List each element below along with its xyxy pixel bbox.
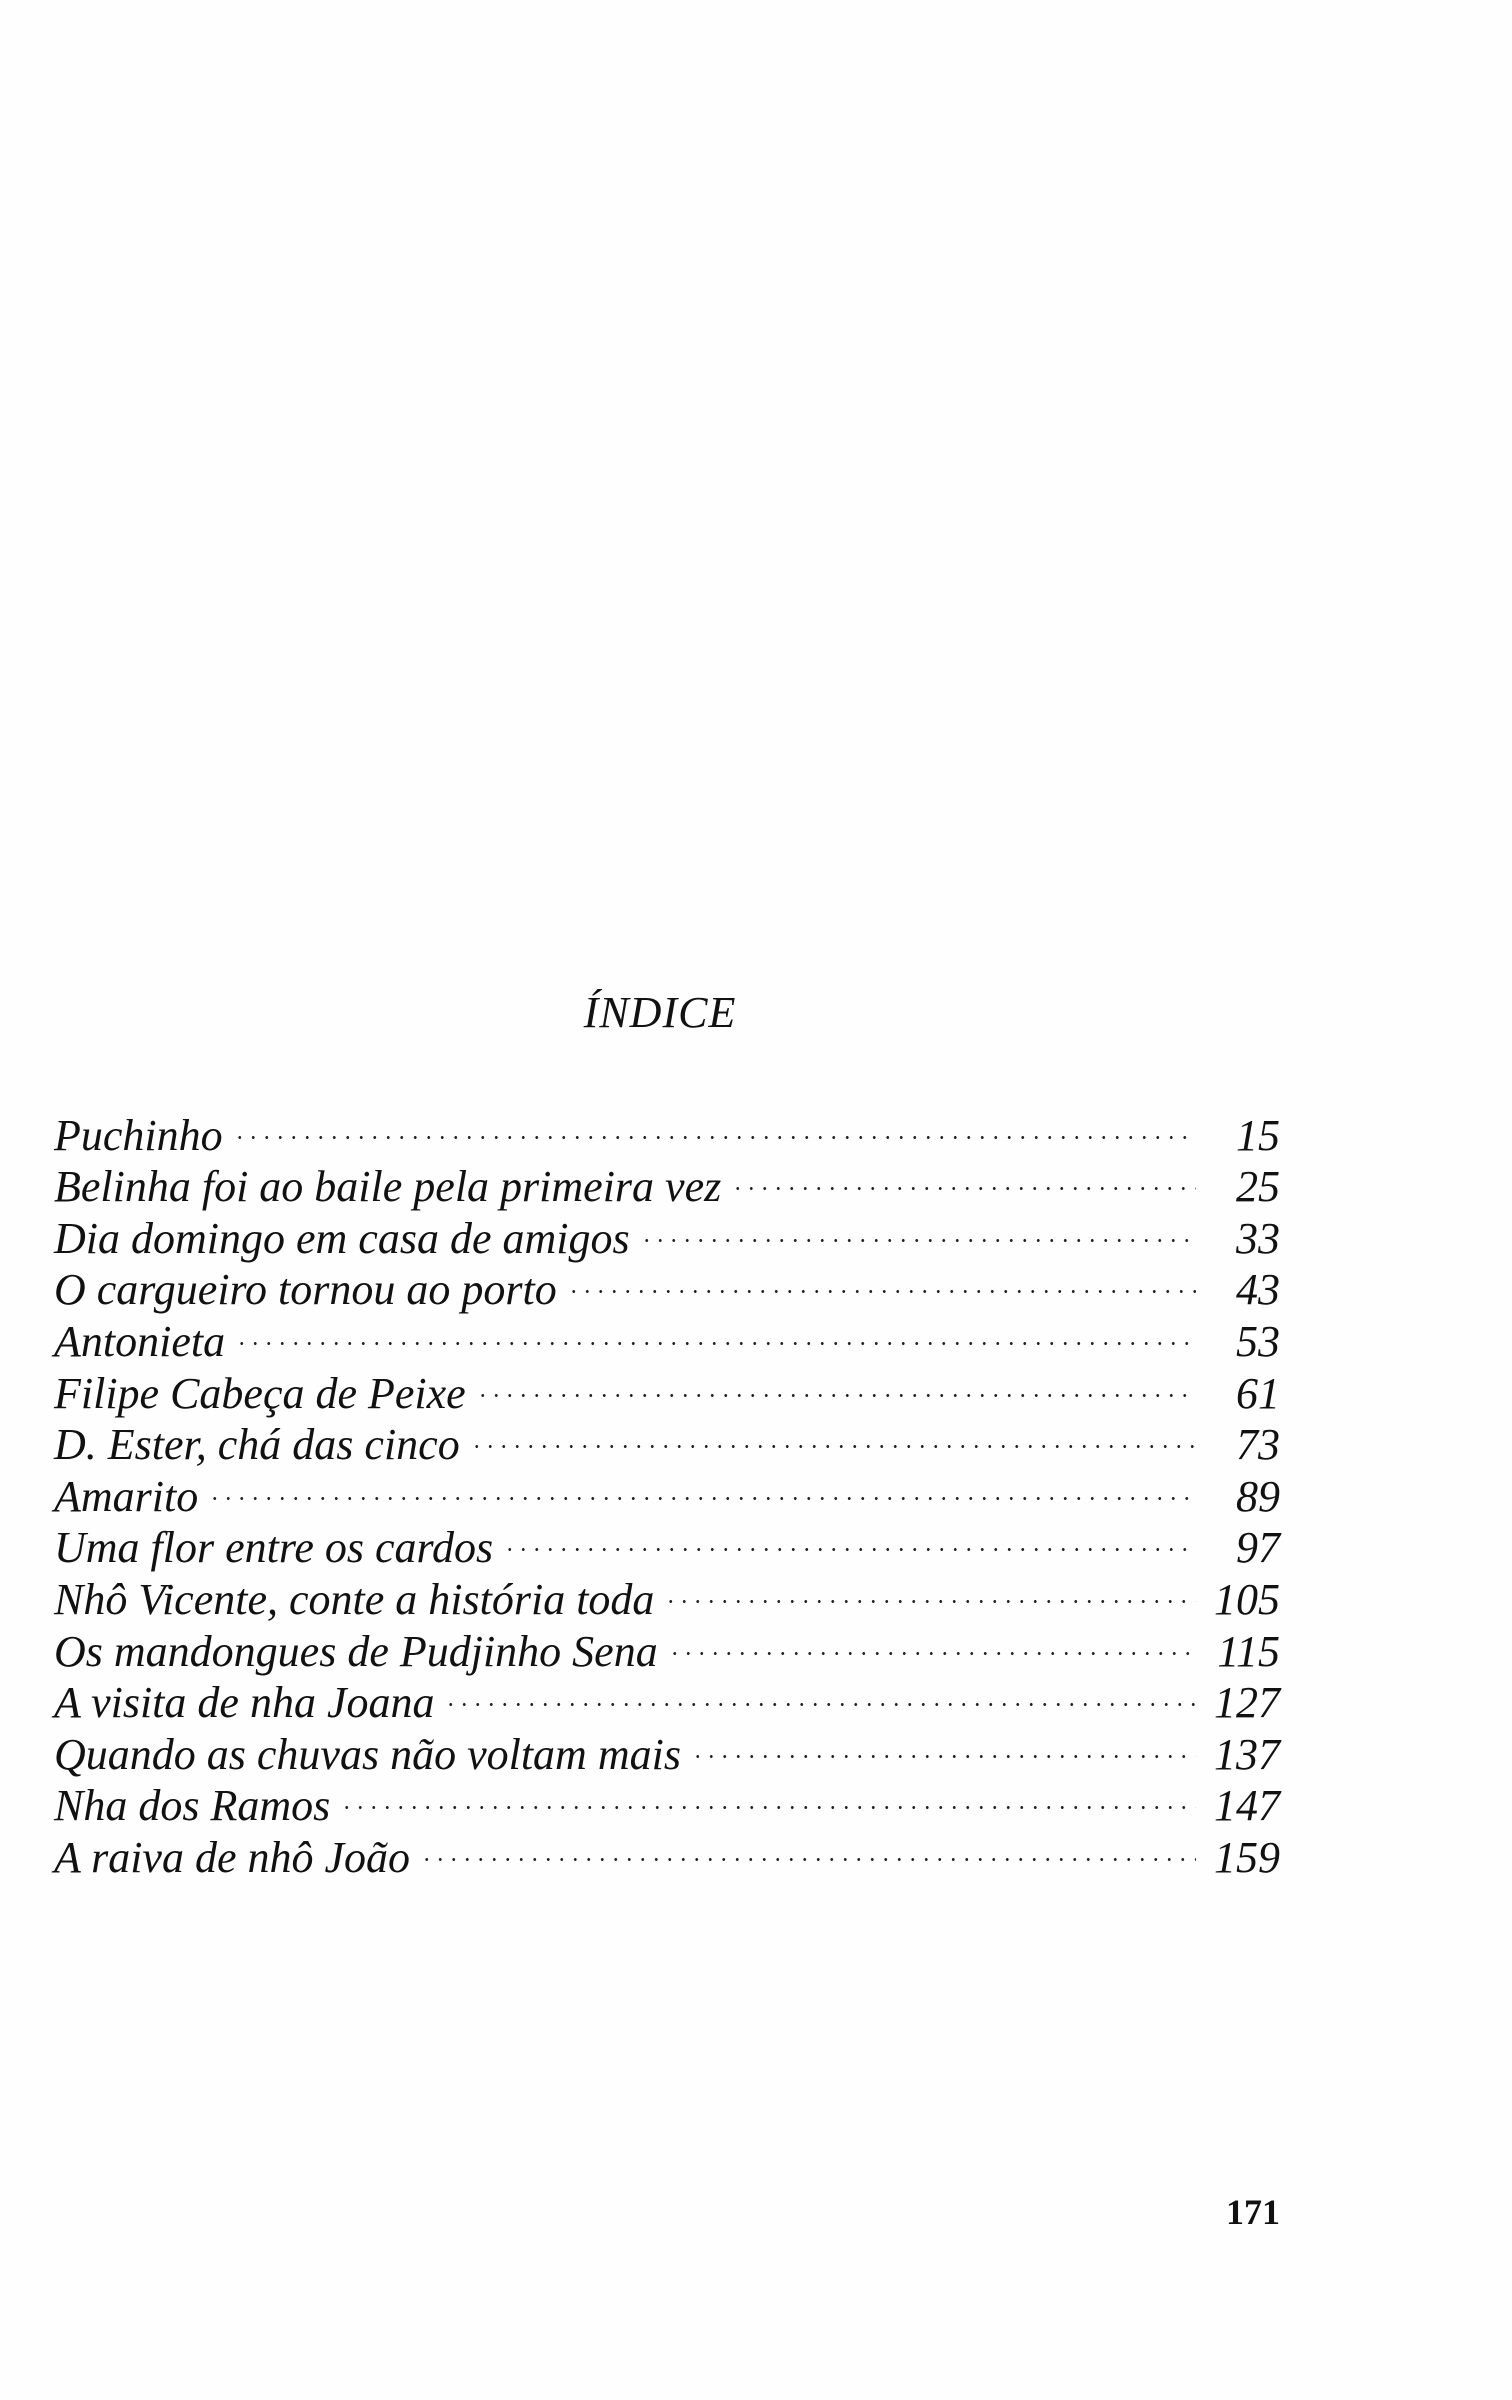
dot-leader xyxy=(687,1717,1196,1769)
toc-entry-title: D. Ester, chá das cinco xyxy=(54,1420,460,1470)
dot-leader xyxy=(563,1253,1196,1305)
dot-leader xyxy=(204,1459,1196,1511)
toc-entry xyxy=(54,1150,1280,1212)
dot-leader xyxy=(466,1408,1196,1460)
toc-entry-title: A raiva de nhô João xyxy=(54,1832,411,1882)
dot-leader xyxy=(499,1511,1196,1563)
toc-entry xyxy=(54,1459,1280,1521)
toc-entry-title: Amarito xyxy=(54,1471,199,1521)
dot-leader xyxy=(416,1820,1196,1872)
toc-entry-title: Filipe Cabeça de Peixe xyxy=(54,1368,466,1418)
toc-entry-title: O cargueiro tornou ao porto xyxy=(54,1265,557,1315)
toc-entry-title: Belinha foi ao baile pela primeira vez xyxy=(54,1162,722,1212)
toc-entry-page: 159 xyxy=(1214,1832,1280,1882)
toc-entry xyxy=(54,1356,1280,1418)
dot-leader xyxy=(231,1304,1196,1356)
toc-entry-title: Quando as chuvas não voltam mais xyxy=(54,1729,681,1779)
toc-entry-page: 147 xyxy=(1214,1781,1280,1831)
toc-entry-page: 53 xyxy=(1236,1316,1280,1366)
toc-entry xyxy=(54,1511,1280,1573)
toc-entry-page: 73 xyxy=(1236,1420,1280,1470)
table-of-contents xyxy=(54,1098,1280,1882)
toc-entry xyxy=(54,1304,1280,1366)
toc-entry-page: 115 xyxy=(1217,1626,1280,1676)
toc-entry-page: 137 xyxy=(1214,1729,1280,1779)
toc-entry-title: A visita de nha Joana xyxy=(54,1678,435,1728)
toc-entry-title: Antonieta xyxy=(54,1316,226,1366)
toc-entry-page: 127 xyxy=(1214,1678,1280,1728)
toc-entry-title: Uma flor entre os cardos xyxy=(54,1523,494,1573)
toc-entry-page: 25 xyxy=(1236,1162,1280,1212)
dot-leader xyxy=(660,1562,1196,1614)
toc-entry-title: Dia domingo em casa de amigos xyxy=(54,1213,630,1263)
dot-leader xyxy=(440,1666,1196,1718)
dot-leader xyxy=(664,1614,1196,1666)
toc-entry-page: 15 xyxy=(1236,1110,1280,1160)
toc-entry-page: 43 xyxy=(1236,1265,1280,1315)
toc-entry-page: 105 xyxy=(1214,1574,1280,1624)
toc-entry-page: 61 xyxy=(1236,1368,1280,1418)
toc-entry-page: 97 xyxy=(1236,1523,1280,1573)
dot-leader xyxy=(472,1356,1196,1408)
toc-entry-page: 89 xyxy=(1236,1471,1280,1521)
dot-leader xyxy=(229,1098,1196,1150)
page-number: 171 xyxy=(1226,2192,1280,2232)
dot-leader xyxy=(636,1201,1196,1253)
index-heading: ÍNDICE xyxy=(583,988,737,1037)
toc-entry-title: Nha dos Ramos xyxy=(54,1781,331,1831)
toc-entry-page: 33 xyxy=(1236,1213,1280,1263)
toc-entry-title: Nhô Vicente, conte a história toda xyxy=(54,1574,655,1624)
dot-leader xyxy=(336,1769,1196,1821)
dot-leader xyxy=(727,1150,1196,1202)
toc-entry-title: Os mandongues de Pudjinho Sena xyxy=(54,1626,658,1676)
toc-entry xyxy=(54,1098,1280,1160)
toc-entry-title: Puchinho xyxy=(54,1110,223,1160)
